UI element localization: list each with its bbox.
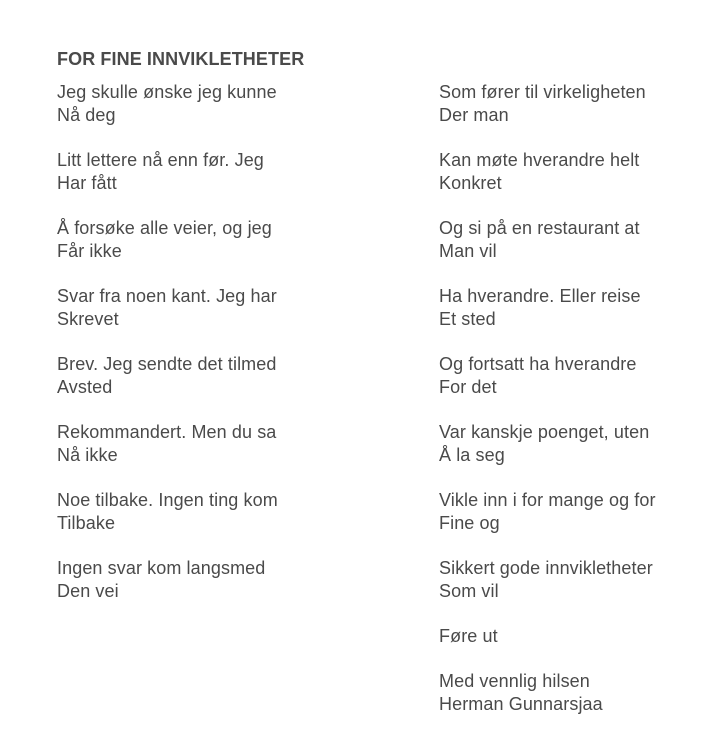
poem-line: Konkret [439, 173, 502, 193]
poem-line: Kan møte hverandre helt [439, 150, 640, 170]
poem-stanza [57, 421, 417, 467]
poem-line: Svar fra noen kant. Jeg har [57, 286, 277, 306]
page-title: FOR FINE INNVIKLETHETER [57, 49, 305, 70]
poem-line: Og fortsatt ha hverandre [439, 354, 637, 374]
poem-line: Et sted [439, 309, 496, 329]
poem-line: Får ikke [57, 241, 122, 261]
poem-line: Sikkert gode innvikletheter [439, 558, 653, 578]
poem-stanza [439, 557, 704, 603]
poem-stanza [57, 557, 417, 603]
poem-line: Rekommandert. Men du sa [57, 422, 277, 442]
poem-line: Var kanskje poenget, uten [439, 422, 650, 442]
poem-line: Med vennlig hilsen [439, 671, 590, 691]
poem-line: Jeg skulle ønske jeg kunne [57, 82, 277, 102]
poem-stanza [57, 353, 417, 399]
poem-line: Skrevet [57, 309, 119, 329]
poem-line: Herman Gunnarsjaa [439, 694, 603, 714]
poem-stanza [439, 625, 704, 648]
poem-stanza [439, 489, 704, 535]
poem-line: Fine og [439, 513, 500, 533]
poem-line: Og si på en restaurant at [439, 218, 640, 238]
poem-line: Som fører til virkeligheten [439, 82, 646, 102]
poem-stanza [439, 217, 704, 263]
poem-column-left [57, 81, 417, 603]
poem-line: Den vei [57, 581, 119, 601]
poem-stanza [57, 285, 417, 331]
poem-line: Brev. Jeg sendte det tilmed [57, 354, 277, 374]
poem-line: Nå deg [57, 105, 116, 125]
poem-line: Man vil [439, 241, 497, 261]
poem-line: Nå ikke [57, 445, 118, 465]
poem-stanza [57, 81, 417, 127]
poem-line: Noe tilbake. Ingen ting kom [57, 490, 278, 510]
poem-line: Som vil [439, 581, 499, 601]
poem-stanza [439, 285, 704, 331]
poem-line: Litt lettere nå enn før. Jeg [57, 150, 264, 170]
poem-stanza [439, 353, 704, 399]
poem-stanza [439, 670, 704, 716]
poem-line: Har fått [57, 173, 117, 193]
poem-stanza [57, 489, 417, 535]
poem-stanza [57, 217, 417, 263]
poem-stanza [439, 149, 704, 195]
poem-line: Ha hverandre. Eller reise [439, 286, 641, 306]
poem-stanza [439, 421, 704, 467]
poem-line: Vikle inn i for mange og for [439, 490, 656, 510]
poem-line: Tilbake [57, 513, 116, 533]
poem-stanza [57, 149, 417, 195]
poem-line: For det [439, 377, 497, 397]
poem-line: Der man [439, 105, 509, 125]
poem-line: Å forsøke alle veier, og jeg [57, 218, 272, 238]
poem-line: Avsted [57, 377, 113, 397]
poem-column-right [439, 81, 704, 716]
poem-stanza [439, 81, 704, 127]
poem-line: Ingen svar kom langsmed [57, 558, 266, 578]
poem-line: Å la seg [439, 445, 505, 465]
poem-line: Føre ut [439, 626, 498, 646]
